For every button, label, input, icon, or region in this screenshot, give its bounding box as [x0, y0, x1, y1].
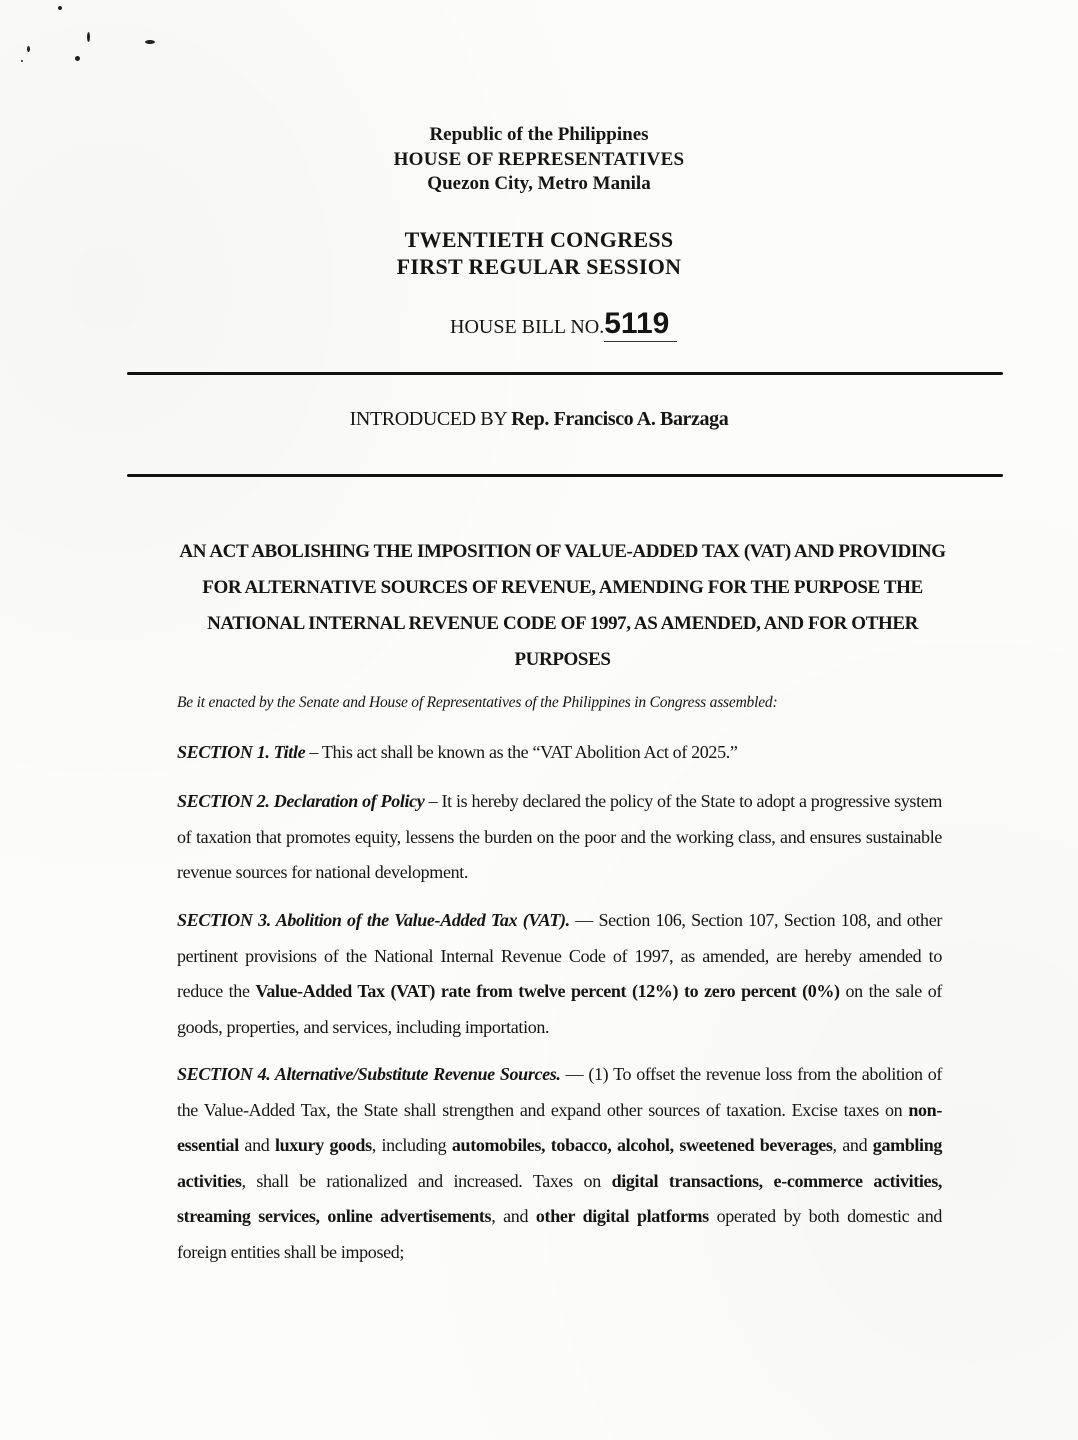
section-text-bold: Value-Added Tax (VAT) rate from twelve percent (12%) to zero percent (0%): [255, 981, 840, 1001]
section-text: Section 106, Section 107, Section 108, and other pertinent provisions of the National Internal Revenue Code of 1997, as amended, are hereby amended to reduce the: [177, 910, 942, 1001]
section-text-bold: other digital platforms: [535, 1206, 709, 1226]
enacting-clause: Be it enacted by the Senate and House of Representatives of the Philippines in Congress assembled:: [177, 694, 778, 711]
section-separator: —: [560, 1064, 589, 1084]
section-text: , and: [491, 1206, 536, 1226]
section-heading: SECTION 2. Declaration of Policy: [177, 791, 425, 811]
section-2: [177, 784, 942, 891]
header-session: FIRST REGULAR SESSION: [396, 254, 682, 279]
bill-number: 5119: [604, 308, 677, 342]
header-country: Republic of the Philippines: [429, 124, 649, 145]
introduced-by: [0, 408, 1078, 431]
scan-specks: [0, 0, 200, 100]
divider-bottom: [127, 474, 1003, 477]
section-text: and: [238, 1135, 275, 1155]
section-separator: –: [305, 742, 322, 762]
section-text-bold: luxury goods: [274, 1135, 372, 1155]
section-heading: SECTION 4. Alternative/Substitute Revenue Sources.: [177, 1064, 561, 1084]
section-heading: SECTION 1. Title: [177, 742, 306, 762]
section-text: This act shall be known as the “VAT Abolition Act of 2025.”: [321, 742, 738, 762]
divider-top: [127, 372, 1003, 375]
section-text: , including: [371, 1135, 452, 1155]
introduced-label: INTRODUCED BY: [349, 408, 507, 430]
section-1: [177, 735, 942, 771]
introduced-author: Rep. Francisco A. Barzaga: [511, 408, 729, 430]
bill-number-label: HOUSE BILL NO.: [450, 316, 605, 338]
section-separator: –: [424, 791, 442, 811]
header-location: Quezon City, Metro Manila: [427, 173, 651, 194]
section-text: , and: [832, 1135, 873, 1155]
section-3: [177, 903, 942, 1045]
section-heading: SECTION 3. Abolition of the Value-Added Tax (VAT).: [177, 910, 570, 930]
header-chamber: HOUSE OF REPRESENTATIVES: [393, 149, 685, 170]
section-text-bold: automobiles, tobacco, alcohol, sweetened beverages: [451, 1135, 833, 1155]
section-text: on the sale of goods, properties, and services, including importation.: [177, 981, 942, 1037]
section-4: [177, 1057, 942, 1270]
section-text: , shall be rationalized and increased. Taxes on: [241, 1170, 612, 1191]
section-text: (1) To offset the revenue loss from the abolition of the Value-Added Tax, the State shall strengthen and expand other sources of taxation. Excise taxes on: [177, 1064, 943, 1120]
section-text-bold: non-essential: [177, 1099, 942, 1155]
section-text: It is hereby declared the policy of the State to adopt a progressive system of taxation that promotes equity, lessens the burden on the poor and the working class, and ensures sustainable revenue sources for national development.: [177, 791, 943, 882]
section-text-bold: digital transactions, e-commerce activities, streaming services, online advertisements: [177, 1170, 942, 1226]
act-title: AN ACT ABOLISHING THE IMPOSITION OF VALUE-ADDED TAX (VAT) AND PROVIDING FOR ALTERNATIVE SOURCES OF REVENUE, AMENDING FOR THE PURPOSE THE NATIONAL INTERNAL REVENUE CODE OF 1997, AS AMENDED, AND FOR OTHER PURPOSES: [179, 541, 946, 670]
header-congress: TWENTIETH CONGRESS: [404, 227, 674, 252]
section-text: operated by both domestic and foreign entities shall be imposed;: [177, 1206, 942, 1262]
section-text-bold: gambling activities: [177, 1135, 943, 1191]
bill-number-line: [450, 308, 677, 342]
section-separator: —: [569, 910, 599, 930]
